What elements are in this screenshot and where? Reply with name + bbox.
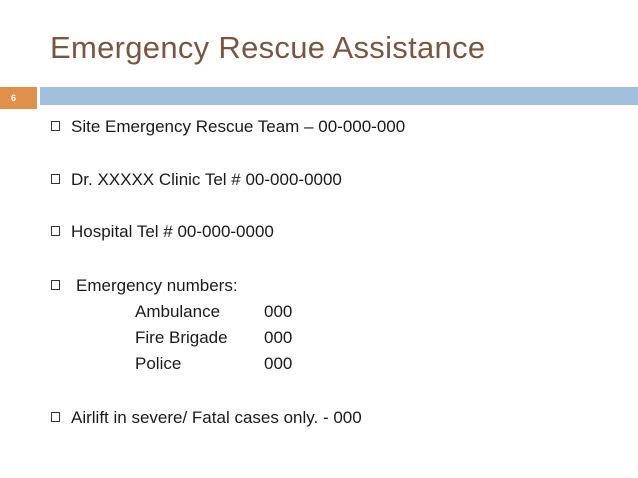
service-number: 000: [264, 302, 293, 321]
bullet-text: Site Emergency Rescue Team – 00-000-000: [71, 117, 406, 136]
bullet-item-rescue-team: [51, 117, 405, 137]
slide-number: 6: [0, 87, 37, 109]
bullet-text: Airlift in severe/ Fatal cases only. - 000: [71, 408, 362, 427]
bullet-item-airlift: [51, 408, 362, 428]
service-name: Ambulance: [135, 302, 221, 321]
service-number: 000: [264, 328, 293, 347]
bullet-item-hospital: [51, 222, 274, 242]
bullet-item-emergency-numbers: [51, 276, 238, 296]
bullet-text: Emergency numbers:: [76, 276, 238, 295]
square-bullet-icon: [51, 226, 60, 236]
bullet-text: Dr. XXXXX Clinic Tel # 00-000-0000: [71, 170, 342, 189]
service-number: 000: [264, 354, 293, 373]
square-bullet-icon: [51, 412, 60, 422]
emergency-number-row-ambulance: [135, 302, 292, 322]
square-bullet-icon: [51, 174, 60, 184]
emergency-number-row-fire-brigade: [135, 328, 292, 348]
square-bullet-icon: [51, 280, 60, 290]
slide-title: Emergency Rescue Assistance: [50, 30, 486, 65]
emergency-number-row-police: [135, 354, 292, 374]
bullet-text: Hospital Tel # 00-000-0000: [71, 222, 274, 241]
bullet-item-clinic: [51, 170, 342, 190]
square-bullet-icon: [51, 121, 60, 131]
service-name: Fire Brigade: [135, 328, 228, 347]
service-name: Police: [135, 354, 182, 373]
